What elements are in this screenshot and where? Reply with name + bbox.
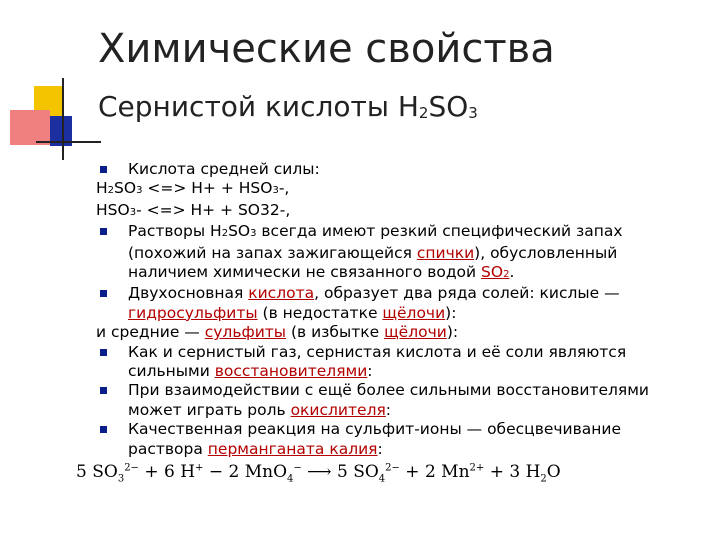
decor-vertical-line — [62, 78, 64, 160]
slide-title: Химические свойства — [98, 26, 555, 72]
link-reducers[interactable]: восстановителями — [214, 362, 368, 381]
text-line: может играть роль окислителя: — [128, 400, 392, 419]
bullet-icon — [100, 349, 107, 356]
link-acid[interactable]: кислота — [248, 284, 315, 303]
text-line: HSO3- <=> H+ + SO32-, — [96, 200, 291, 219]
list-item: Качественная реакция на сульфит-ионы — обесцвечивание — [98, 420, 658, 439]
text-line: и средние — сульфиты (в избытке щёлочи): — [96, 323, 459, 342]
bullet-icon — [100, 228, 107, 235]
reaction-equation: 5 $SO_3^{2-} + 6$ H+ − 2 MnO$_4$− ⟶ 5 $SO_4^{2-} + 2$ $Mn^{2+} + 3$ $H_2O$ — [76, 462, 561, 485]
link-alkali[interactable]: щёлочи — [382, 303, 446, 322]
link-permanganate[interactable]: перманганата калия — [207, 439, 378, 458]
text-line: раствора перманганата калия: — [128, 439, 383, 458]
list-item: Растворы H2SO3 всегда имеют резкий специфический запах — [98, 222, 658, 243]
link-matches[interactable]: спички — [416, 243, 475, 262]
text-line: H2SO3 <=> H+ + HSO3-, — [96, 179, 290, 198]
text-line: (похожий на запах зажигающейся спички), обусловленный — [128, 243, 618, 262]
arrow-icon: ⟶ — [301, 462, 337, 482]
bullet-icon — [100, 387, 107, 394]
link-sulfites[interactable]: сульфиты — [204, 323, 287, 342]
bullet-icon — [100, 166, 107, 173]
link-oxidizer[interactable]: окислителя — [290, 400, 386, 419]
slide-content — [98, 160, 658, 459]
text-line: гидросульфиты (в недостатке щёлочи): — [128, 303, 457, 322]
link-alkali[interactable]: щёлочи — [384, 323, 447, 342]
list-item: Как и сернистый газ, сернистая кислота и её соли являются — [98, 343, 658, 362]
list-item: Двухосновная кислота, образует два ряда солей: кислые — — [98, 284, 658, 303]
decor-red-square — [10, 110, 50, 145]
bullet-icon — [100, 290, 107, 297]
list-item: При взаимодействии с ещё более сильными восстановителями — [98, 381, 658, 400]
text-line: наличием химически не связанного водой SO2. — [128, 263, 515, 282]
slide-subtitle: Сернистой кислоты $H_2SO_3$ — [98, 90, 478, 123]
text-line: сильными восстановителями: — [128, 362, 373, 381]
list-item: Кислота средней силы: — [98, 160, 658, 179]
link-so2[interactable]: SO2 — [481, 263, 510, 282]
decor-horizontal-line — [36, 141, 101, 143]
bullet-icon — [100, 426, 107, 433]
link-hydrosulfites[interactable]: гидросульфиты — [128, 303, 258, 322]
